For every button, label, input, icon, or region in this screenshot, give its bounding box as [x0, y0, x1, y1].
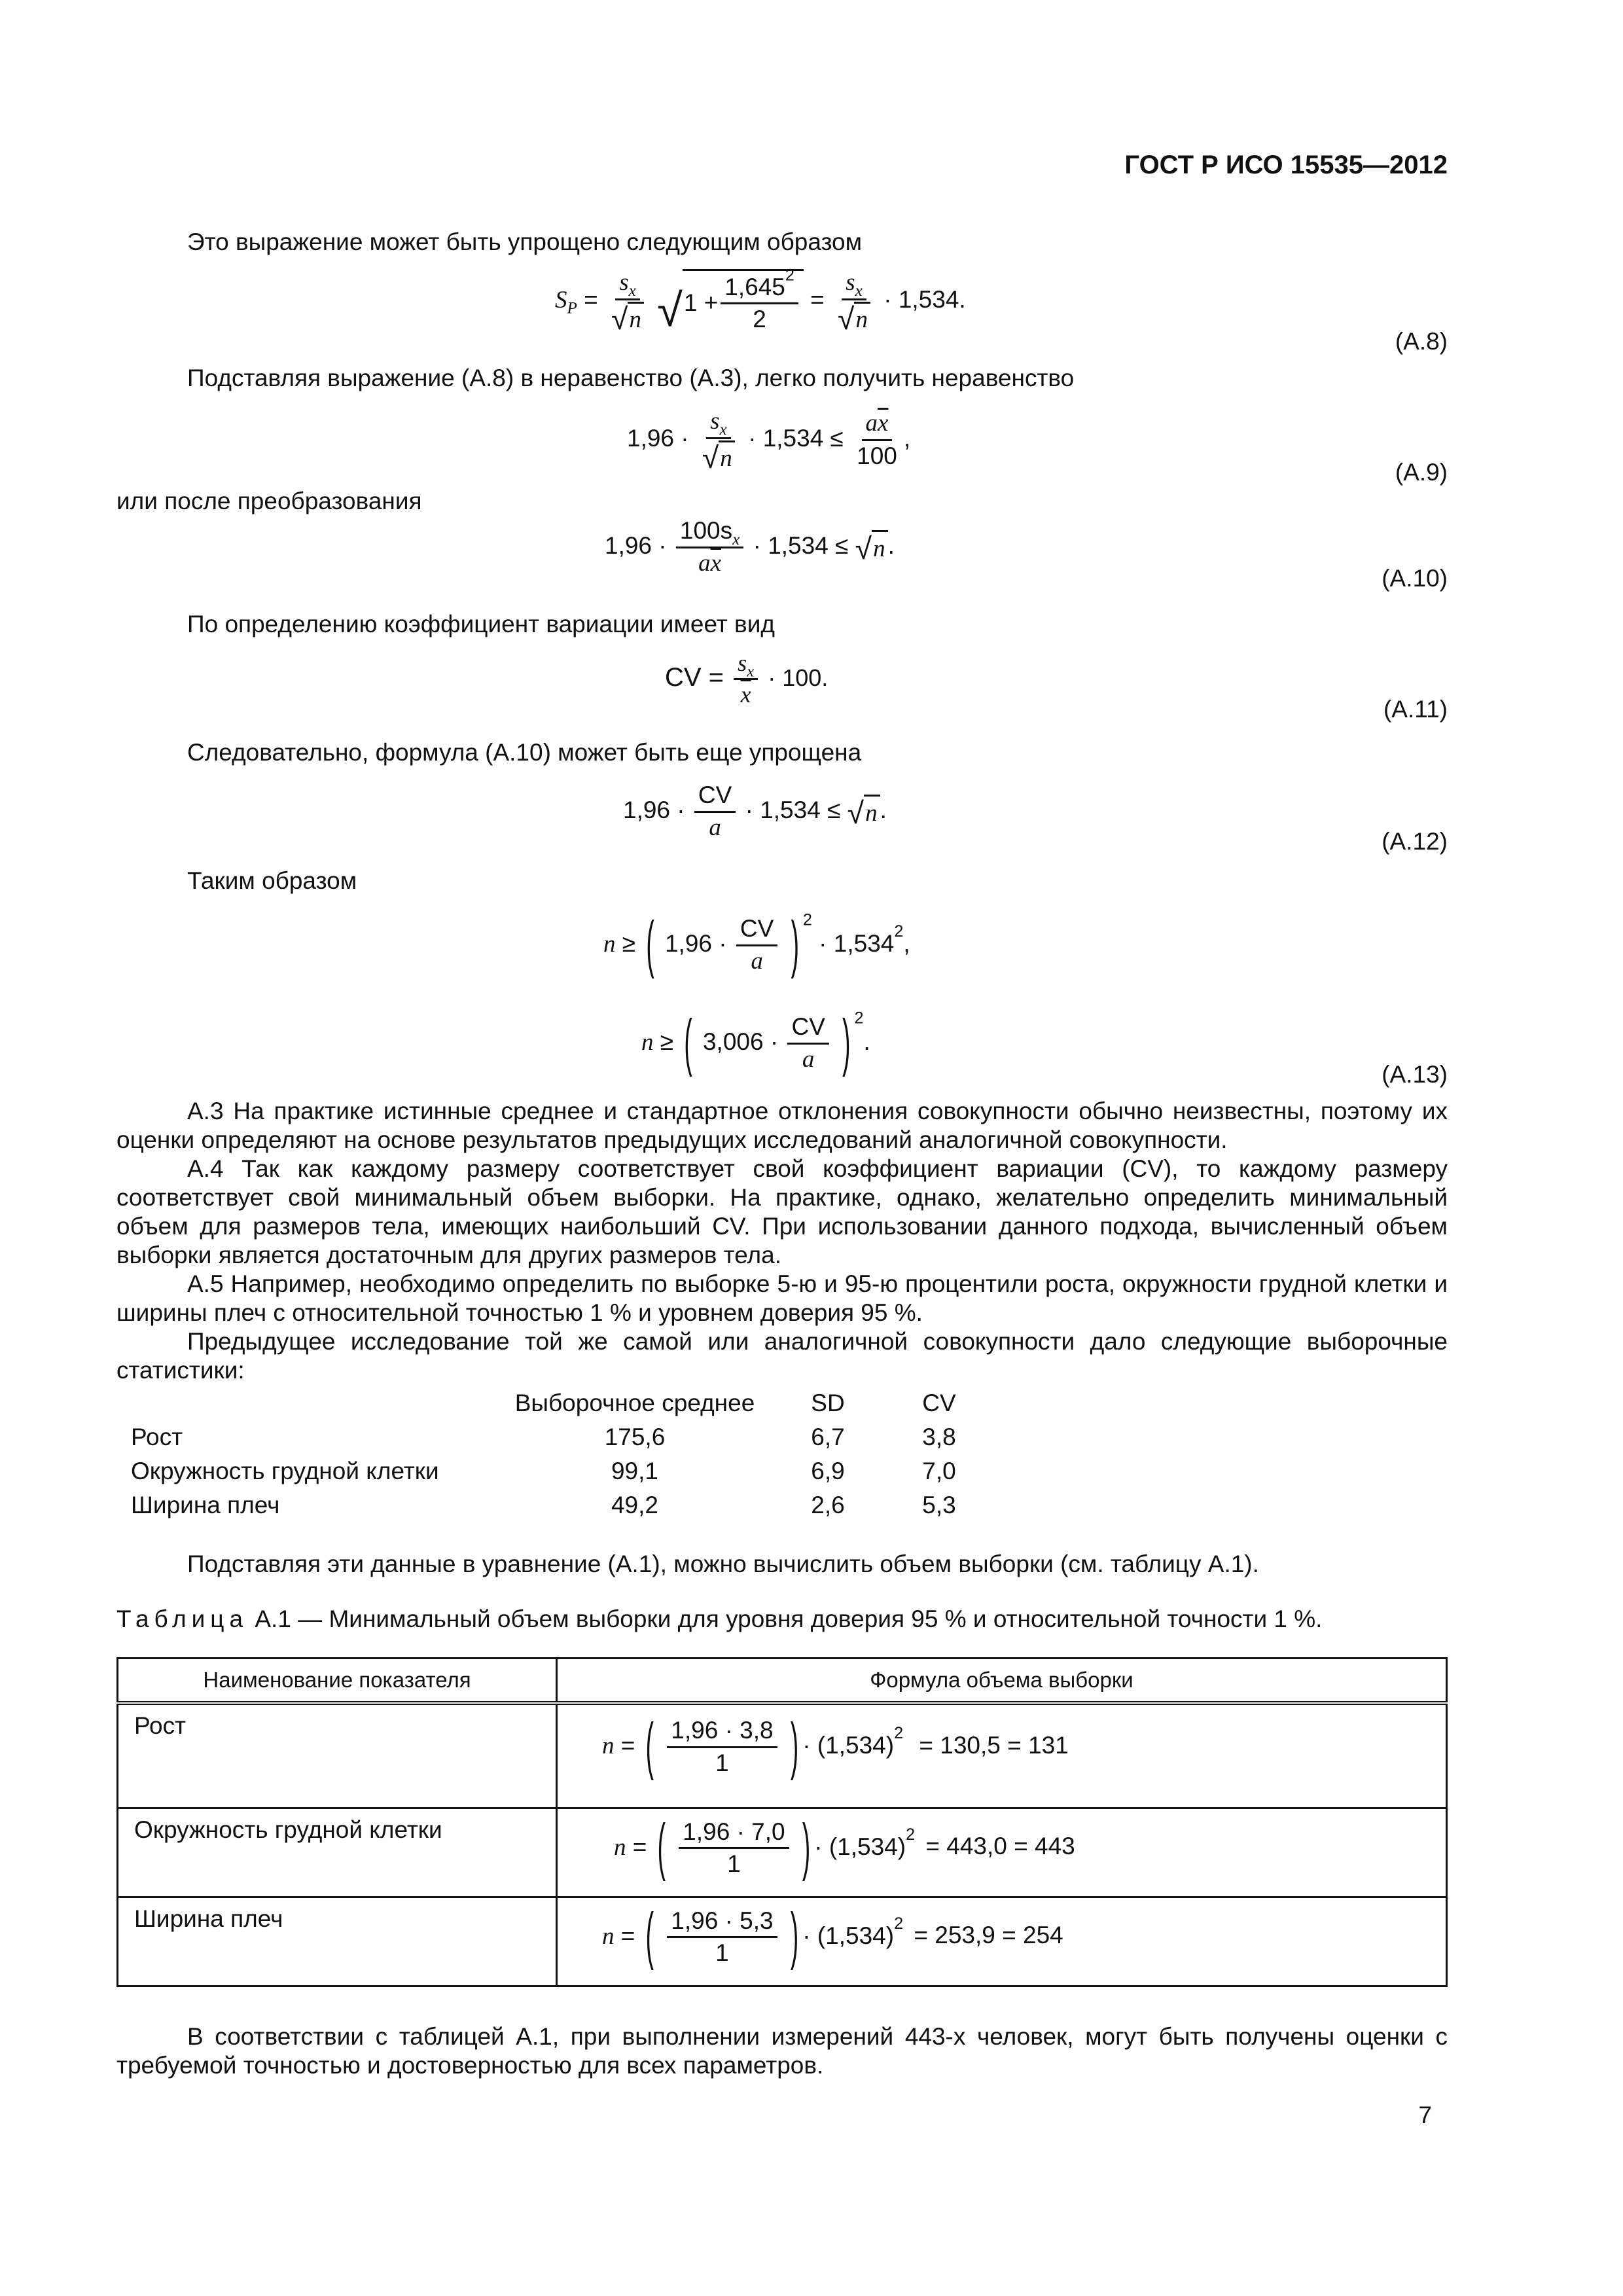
paragraph-substitute: Подставляя выражение (А.8) в неравенство (А.3), легко получить неравенство	[187, 365, 1075, 391]
table-row	[118, 1808, 1447, 1897]
equation-label-a8: (А.8)	[1395, 328, 1448, 355]
table-header-formula: Формула объема выборки	[557, 1659, 1447, 1704]
table-caption-label: Таблица	[116, 1605, 249, 1632]
paragraph-substitution: Подставляя эти данные в уравнение (А.1), можно вычислить объем выборки (см. таблицу А.1).	[187, 1551, 1259, 1577]
equation-label-a11: (А.11)	[1383, 696, 1448, 723]
equation-label-a9: (А.9)	[1395, 459, 1448, 486]
paragraph-a3: А.3 На практике истинные среднее и стандартное отклонения совокупности обычно неизвестны, поэтому их оценки определяют на основе результатов предыдущих исследований аналогичной совокупности.	[116, 1098, 1448, 1153]
paragraph-thus: Таким образом	[187, 867, 357, 894]
stats-header-mean: Выборочное среднее	[514, 1389, 755, 1416]
table-caption-text: А.1 — Минимальный объем выборки для уровня доверия 95 % и относительной точности 1 %.	[248, 1605, 1323, 1632]
equation-a8: $S_P$ = $s_x$ √ n √ 1 + $\frac{1,645^2}{2}$ = $s_x$ √ n · 1,534.	[555, 265, 966, 336]
paragraph-cv-definition: По определению коэффициент вариации имеет вид	[187, 611, 775, 637]
stats-row-name: Ширина плеч	[131, 1491, 280, 1518]
document-header: ГОСТ Р ИСО 15535—2012	[1124, 151, 1448, 179]
paragraph-intro: Это выражение может быть упрощено следующим образом	[187, 228, 863, 255]
page-number: 7	[1418, 2102, 1432, 2128]
table-row	[118, 1703, 1447, 1808]
table-row-formula: n = ( $\frac{1,96 \cdot 5,3}{1}$ ) · $(1,534)^2 = 253,9 = 254$	[557, 1897, 1447, 1986]
equation-a13-line1: n ≥ ( 1,96 · $\frac{CV}{a}$ ) $^2 \cdot 1,534^2$,	[603, 908, 910, 979]
stats-row	[131, 1488, 995, 1522]
paragraph-transform: или после преобразования	[116, 488, 422, 514]
table-header-indicator: Наименование показателя	[118, 1659, 557, 1704]
table-row-name: Рост	[118, 1703, 557, 1808]
stats-row-name: Окружность грудной клетки	[131, 1457, 439, 1484]
table-caption	[116, 1605, 1322, 1634]
stats-row-mean: 99,1	[611, 1457, 658, 1484]
equation-label-a13: (А.13)	[1382, 1061, 1448, 1088]
table-row	[118, 1897, 1447, 1986]
stats-row	[131, 1454, 995, 1488]
paragraph-a4: А.4 Так как каждому размеру соответствует свой коэффициент вариации (CV), то каждому размеру соответствует свой минимальный объем выборки. На практике, однако, желательно определить минимальный объем для размеров тела, имеющих наибольший CV. При использовании данного подхода, вычисленный объем выборки является достаточным для других размеров тела.	[116, 1155, 1448, 1268]
equation-a10: 1,96 · $\frac{100s_x}{a\overline{x}}$ · 1,534 ≤ √ n .	[605, 517, 895, 577]
table-row-formula: n = ( $\frac{1,96 \cdot 3,8}{1}$ ) · $(1,534)^2 = 130,5 = 131$	[557, 1703, 1447, 1808]
stats-header-sd: SD	[811, 1389, 845, 1416]
stats-row-mean: 49,2	[611, 1491, 658, 1518]
table-row-name: Ширина плеч	[118, 1897, 557, 1986]
stats-row-name: Рост	[131, 1423, 183, 1450]
table-row-name: Окружность грудной клетки	[118, 1808, 557, 1897]
equation-a9: 1,96 · $s_x$ √ n · 1,534 ≤ $\frac{a\overline{x}}{100}$ ,	[627, 408, 911, 475]
equation-a12: 1,96 · $\frac{CV}{a}$ · 1,534 ≤ √ n .	[623, 781, 887, 841]
stats-row-cv: 7,0	[922, 1457, 956, 1484]
equation-label-a10: (А.10)	[1382, 565, 1448, 592]
paragraph-a5: А.5 Например, необходимо определить по выборке 5-ю и 95-ю процентили роста, окружности грудной клетки и ширины плеч с относительной точностью 1 % и уровнем доверия 95 %.	[116, 1270, 1448, 1326]
stats-row-sd: 2,6	[811, 1491, 845, 1518]
sample-statistics	[131, 1386, 995, 1522]
stats-row-mean: 175,6	[604, 1423, 666, 1450]
stats-row-sd: 6,9	[811, 1457, 845, 1484]
equation-label-a12: (А.12)	[1382, 828, 1448, 855]
sample-size-table	[116, 1657, 1448, 1987]
stats-row-sd: 6,7	[811, 1423, 845, 1450]
stats-row-cv: 3,8	[922, 1423, 956, 1450]
stats-row	[131, 1420, 995, 1454]
equation-a13-line2: n ≥ ( 3,006 · $\frac{CV}{a}$ ) $^2$.	[641, 1007, 870, 1077]
paragraph-simplified: Следовательно, формула (А.10) может быть еще упрощена	[187, 739, 862, 766]
paragraph-conclusion: В соответствии с таблицей А.1, при выполнении измерений 443-х человек, могут быть получены оценки с требуемой точностью и достоверностью для всех параметров.	[116, 2023, 1448, 2079]
equation-a11: CV = $\frac{s_x}{x}$ · 100.	[665, 650, 829, 708]
stats-row-cv: 5,3	[922, 1491, 956, 1518]
table-row-formula: n = ( $\frac{1,96 \cdot 7,0}{1}$ ) · $(1,534)^2 = 443,0 = 443$	[557, 1808, 1447, 1897]
stats-header-cv: CV	[922, 1389, 956, 1416]
paragraph-previous-study: Предыдущее исследование той же самой или аналогичной совокупности дало следующие выборочные статистики:	[116, 1328, 1448, 1384]
